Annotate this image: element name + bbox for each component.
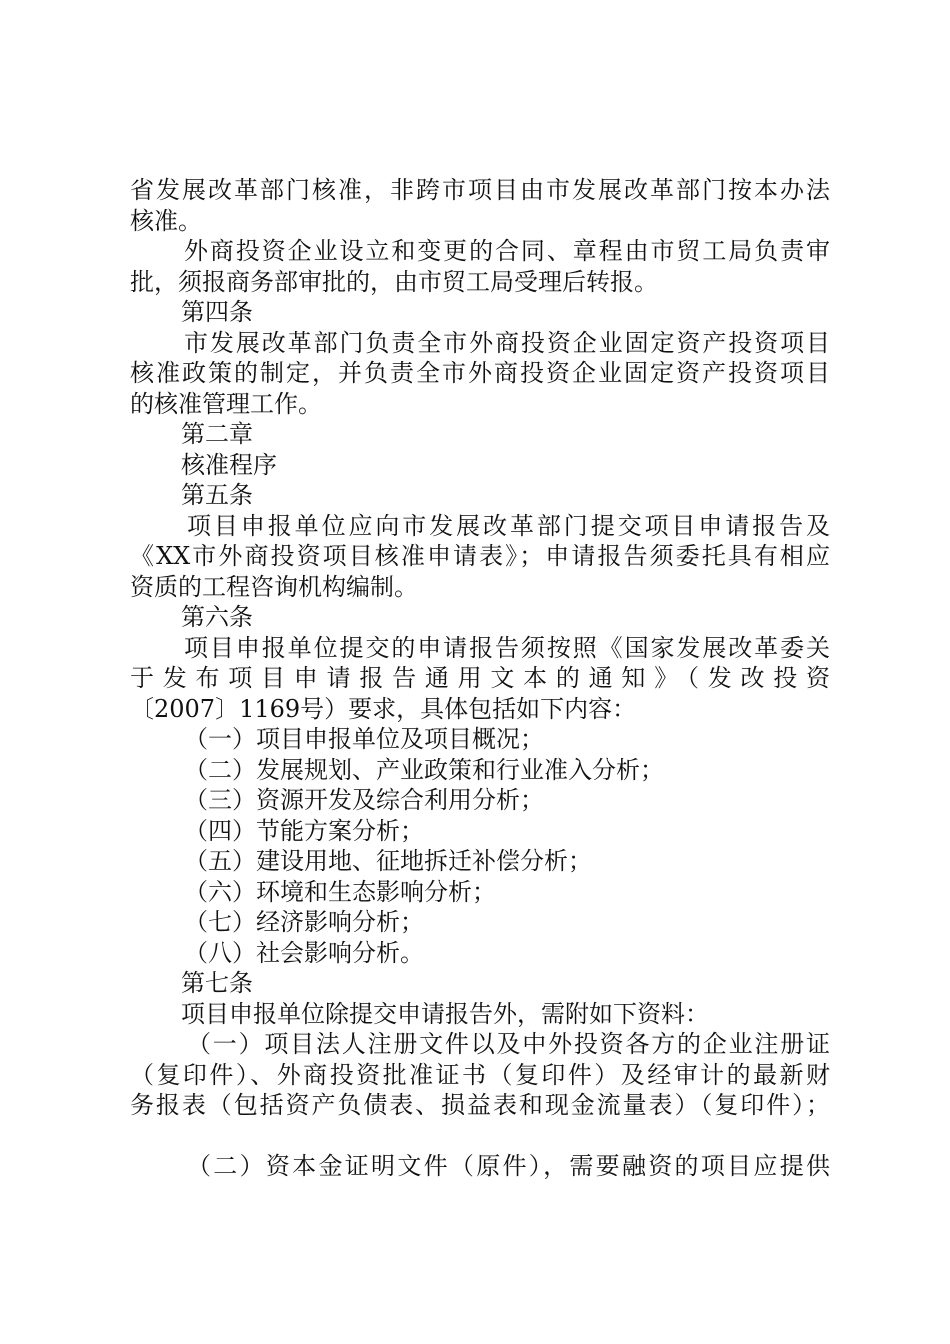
list-item: （七）经济影响分析； — [184, 908, 424, 936]
article-heading: 第五条 — [181, 481, 253, 509]
chapter-heading: 第二章 — [181, 420, 253, 448]
paragraph-line: 项目申报单位提交的申请报告须按照《国家发展改革委关 — [184, 634, 830, 662]
list-item: （五）建设用地、征地拆迁补偿分析； — [184, 847, 592, 875]
paragraph-line: 〔2007〕1169号）要求，具体包括如下内容： — [130, 695, 637, 723]
paragraph-line: 项目申报单位应向市发展改革部门提交项目申请报告及 — [187, 512, 830, 540]
article-heading: 第七条 — [181, 969, 253, 997]
list-item: （四）节能方案分析； — [184, 817, 424, 845]
paragraph-line: 于发布项目申请报告通用文本的通知》（发改投资 — [130, 664, 830, 692]
paragraph-line: 项目申报单位除提交申请报告外，需附如下资料： — [181, 1000, 709, 1028]
paragraph-line: （二）资本金证明文件（原件），需要融资的项目应提供 — [187, 1152, 830, 1180]
paragraph-line: 《XX市外商投资项目核准申请表》；申请报告须委托具有相应 — [130, 542, 830, 570]
article-heading: 第六条 — [181, 603, 253, 631]
paragraph-line: 的核准管理工作。 — [130, 390, 322, 418]
paragraph-line: 批，须报商务部审批的，由市贸工局受理后转报。 — [130, 268, 658, 296]
paragraph-line: （复印件）、外商投资批准证书（复印件）及经审计的最新财 — [130, 1061, 830, 1089]
paragraph-line: 外商投资企业设立和变更的合同、章程由市贸工局负责审 — [184, 237, 830, 265]
paragraph-line: 核准。 — [130, 207, 202, 235]
list-item: （二）发展规划、产业政策和行业准入分析； — [184, 756, 664, 784]
paragraph-line: 核准政策的制定，并负责全市外商投资企业固定资产投资项目 — [130, 359, 830, 387]
paragraph-line: 务报表（包括资产负债表、损益表和现金流量表）（复印件）； — [130, 1091, 830, 1119]
paragraph-line: （一）项目法人注册文件以及中外投资各方的企业注册证 — [187, 1030, 830, 1058]
article-heading: 第四条 — [181, 298, 253, 326]
list-item: （一）项目申报单位及项目概况； — [184, 725, 544, 753]
list-item: （六）环境和生态影响分析； — [184, 878, 496, 906]
list-item: （三）资源开发及综合利用分析； — [184, 786, 544, 814]
chapter-title: 核准程序 — [181, 451, 277, 479]
list-item: （八）社会影响分析。 — [184, 939, 424, 967]
paragraph-line: 资质的工程咨询机构编制。 — [130, 573, 418, 601]
paragraph-line: 市发展改革部门负责全市外商投资企业固定资产投资项目 — [184, 329, 830, 357]
paragraph-line: 省发展改革部门核准，非跨市项目由市发展改革部门按本办法 — [130, 176, 830, 204]
